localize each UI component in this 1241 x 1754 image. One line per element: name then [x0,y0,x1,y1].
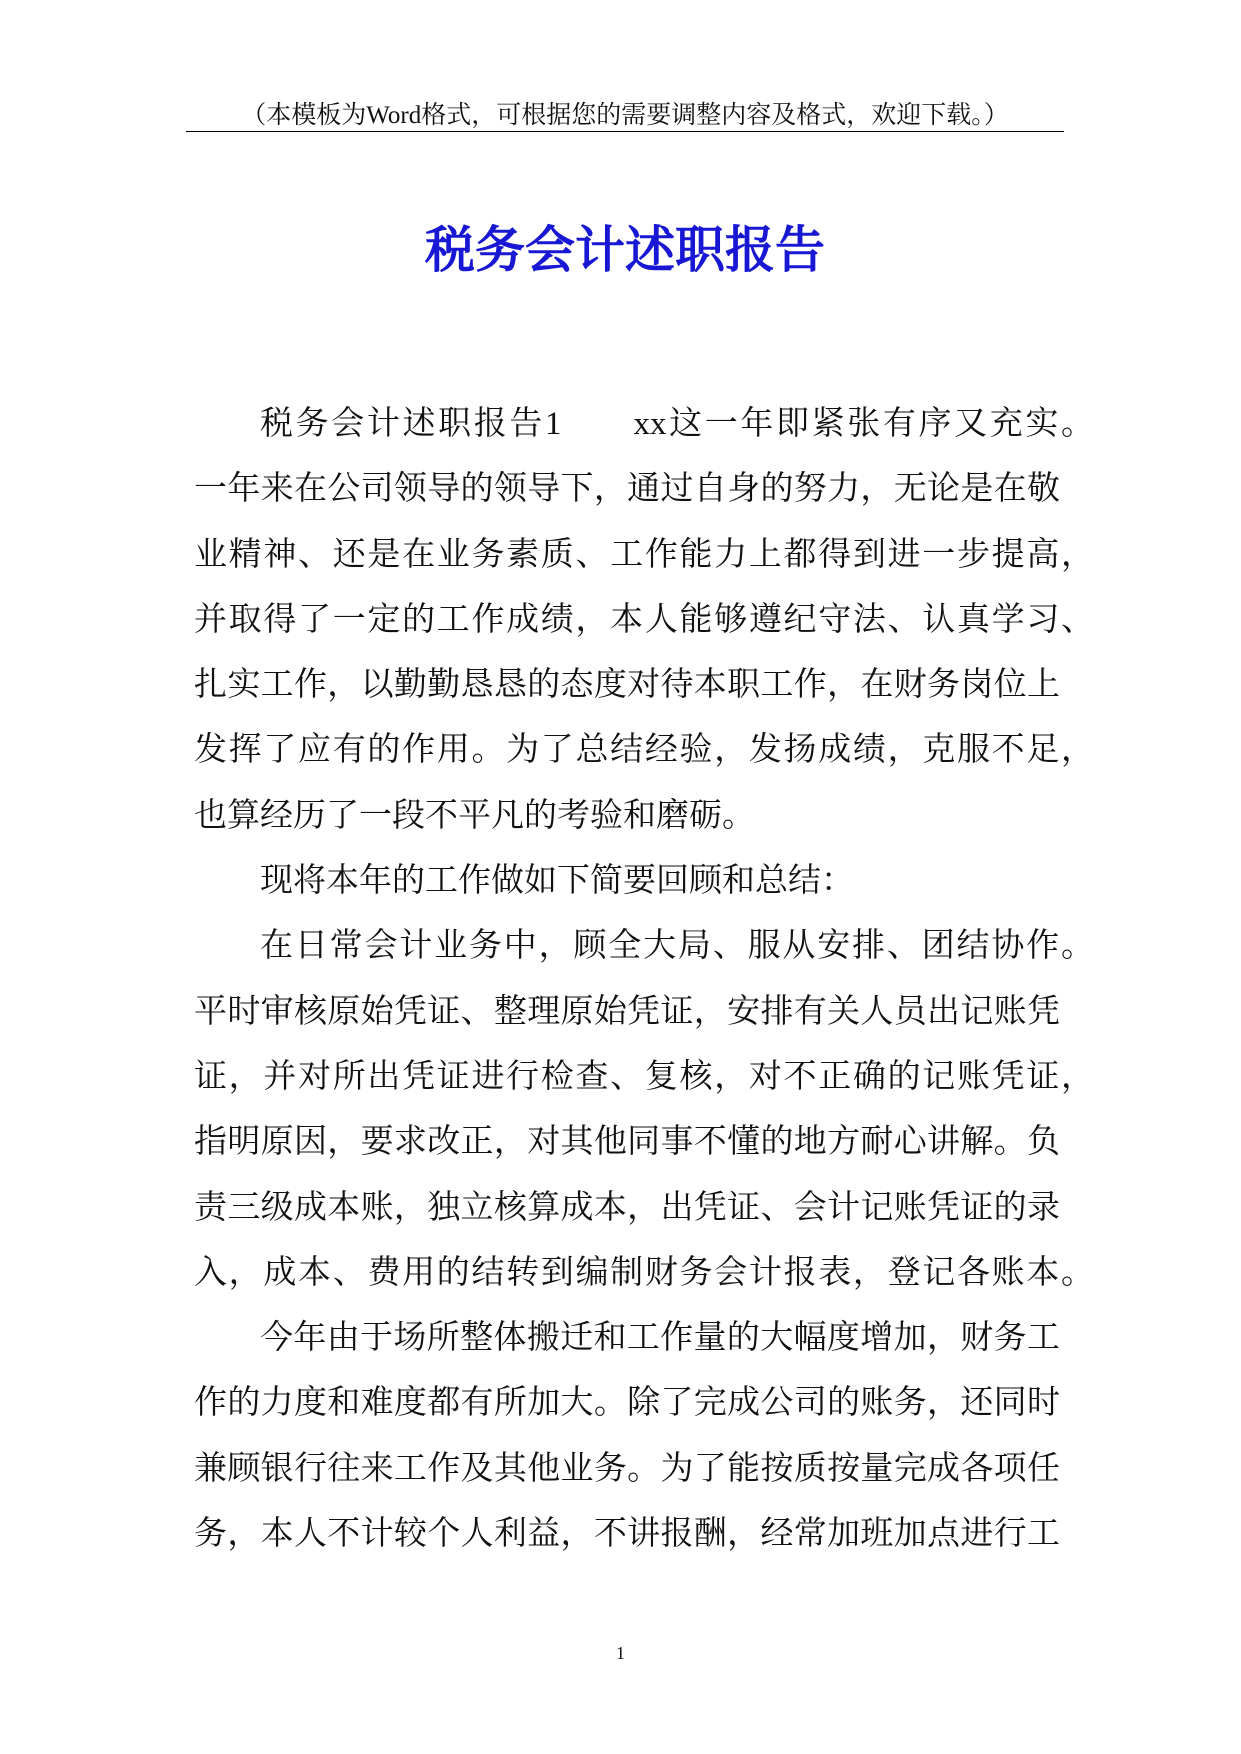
paragraph-line: 作的力度和难度都有所加大。除了完成公司的账务，还同时 [194,1385,1060,1422]
paragraph-line: 证，并对所出凭证进行检查、复核，对不正确的记账凭证， [194,1058,1094,1095]
header-rule [186,131,1064,132]
paragraph [194,914,1094,1306]
paragraph-line [194,392,1094,457]
report-section-lead: 税务会计述职报告1 [260,406,562,442]
document-body [194,392,1094,1567]
page-number: 1 [616,1643,625,1663]
paragraph-line: 指明原因，要求改正，对其他同事不懂的地方耐心讲解。负 [194,1124,1060,1161]
paragraph [194,392,1094,849]
paragraph-line: 扎实工作，以勤勤恳恳的态度对待本职工作，在财务岗位上 [194,667,1060,704]
line-text: xx这一年即紧张有序又充实。 [633,406,1094,442]
paragraph-line: 入，成本、费用的结转到编制财务会计报表，登记各账本。 [194,1254,1094,1291]
paragraph-line: 一年来在公司领导的领导下，通过自身的努力，无论是在敬 [194,471,1060,508]
paragraph-line: 现将本年的工作做如下简要回顾和总结： [260,863,854,900]
document-title: 税务会计述职报告 [425,222,825,278]
paragraph-line: 也算经历了一段不平凡的考验和磨砺。 [194,797,755,834]
template-note: （本模板为Word格式，可根据您的需要调整内容及格式，欢迎下载。） [241,102,1009,129]
paragraph-line: 在日常会计业务中，顾全大局、服从安排、团结协作。 [260,928,1094,965]
paragraph-line: 发挥了应有的作用。为了总结经验，发扬成绩，克服不足， [194,732,1094,769]
paragraph-line: 平时审核原始凭证、整理原始凭证，安排有关人员出记账凭 [194,993,1060,1030]
paragraph-line: 业精神、还是在业务素质、工作能力上都得到进一步提高， [194,536,1094,573]
paragraph [194,1306,1060,1567]
paragraph [194,849,1060,914]
paragraph-line: 务，本人不计较个人利益，不讲报酬，经常加班加点进行工 [194,1516,1060,1553]
paragraph-line: 兼顾银行往来工作及其他业务。为了能按质按量完成各项任 [194,1450,1060,1487]
paragraph-line: 今年由于场所整体搬迁和工作量的大幅度增加，财务工 [260,1320,1060,1357]
paragraph-line: 责三级成本账，独立核算成本，出凭证、会计记账凭证的录 [194,1189,1060,1226]
paragraph-line: 并取得了一定的工作成绩，本人能够遵纪守法、认真学习、 [194,601,1094,638]
